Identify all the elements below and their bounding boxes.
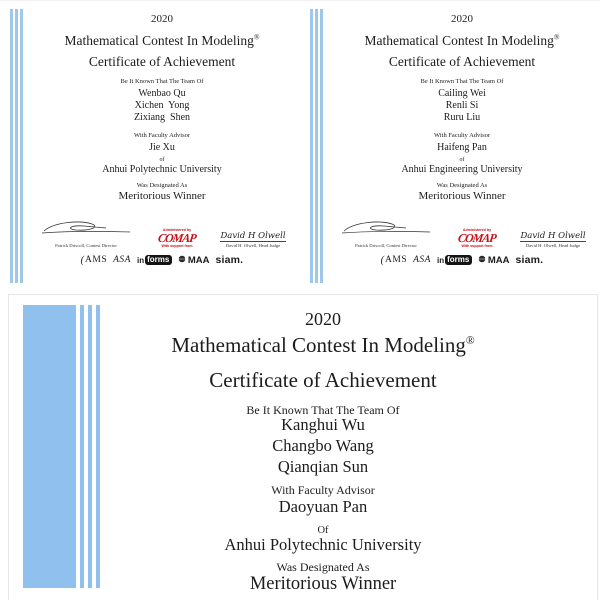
blue-stripe: [20, 9, 23, 283]
head-judge-signature: [512, 232, 594, 249]
informs-box-text: forms: [445, 255, 472, 266]
registered-mark: ®: [253, 32, 260, 42]
administered-by-label: Administered by: [462, 228, 492, 232]
cert-subtitle: Certificate of Achievement: [88, 54, 236, 69]
sponsor-logos-row: [326, 254, 598, 266]
ams-emblem-icon: (: [80, 254, 85, 266]
blue-stripe: [80, 305, 84, 588]
comap-wordmark: COMAP: [157, 231, 197, 245]
contest-director-signature: [30, 219, 142, 248]
of-label: of: [459, 157, 465, 163]
cert-title-text: Mathematical Contest In Modeling: [364, 33, 554, 48]
head-judge-script: David H Olwell: [220, 230, 286, 241]
team-member: Kanghui Wu: [281, 415, 365, 434]
advisor-label: With Faculty Advisor: [133, 132, 191, 139]
designated-label: Was Designated As: [276, 560, 370, 574]
head-judge-caption: David H. Olwell, Head Judge: [225, 243, 281, 248]
designated-label: Was Designated As: [436, 182, 488, 189]
head-judge-caption: David H. Olwell, Head Judge: [525, 243, 581, 248]
informs-in-text: in: [136, 255, 145, 265]
advisor-label: With Faculty Advisor: [433, 132, 491, 139]
maa-globe-icon: [478, 255, 486, 266]
cert-title: [326, 33, 598, 49]
ams-emblem-icon: (: [380, 254, 385, 266]
cert-title-text: Mathematical Contest In Modeling: [171, 333, 466, 357]
team-member: Wenbao Qu: [138, 88, 186, 99]
maa-globe-icon: [178, 255, 186, 266]
award-title: Meritorious Winner: [418, 190, 506, 202]
with-support-label: With support from: [461, 244, 493, 248]
cert-year: 2020: [305, 309, 341, 329]
blue-stripe: [10, 9, 13, 283]
team-member: Ruru Liu: [443, 112, 481, 123]
cert-subtitle: Certificate of Achievement: [388, 54, 536, 69]
ams-text: AMS: [385, 255, 408, 265]
maa-logo: [478, 255, 510, 266]
maa-text: MAA: [187, 254, 210, 266]
university-name: Anhui Polytechnic University: [102, 164, 222, 175]
informs-box-text: forms: [145, 255, 172, 266]
registered-mark: ®: [465, 335, 475, 347]
team-member: Cailing Wei: [438, 88, 486, 99]
blue-stripe: [15, 9, 18, 283]
team-member: Xichen Yong: [134, 100, 190, 111]
cert-title: [99, 333, 547, 357]
cert-subtitle: Certificate of Achievement: [209, 368, 437, 392]
blue-stripe: [88, 305, 92, 588]
asa-logo: ASA: [113, 255, 131, 265]
team-member: Zixiang Shen: [133, 112, 191, 123]
ams-text: AMS: [85, 255, 108, 265]
registered-mark: ®: [553, 32, 560, 42]
siam-logo: siam.: [215, 254, 244, 266]
known-label: Be It Known That The Team Of: [120, 78, 204, 85]
advisor-name: Haifeng Pan: [437, 142, 487, 153]
advisor-name: Daoyuan Pan: [278, 497, 368, 516]
blue-band: [23, 305, 76, 588]
of-label: of: [159, 157, 165, 163]
head-judge-script: David H Olwell: [520, 230, 586, 241]
of-label: Of: [317, 525, 329, 536]
cert-year: 2020: [451, 13, 473, 25]
cert-year: 2020: [151, 13, 173, 25]
cert-title: [26, 33, 298, 49]
sponsor-logos-row: [26, 254, 298, 266]
informs-logo: [137, 255, 172, 266]
university-name: Anhui Polytechnic University: [224, 535, 422, 554]
advisor-name: Jie Xu: [149, 142, 175, 153]
signature-row: [30, 219, 294, 248]
head-judge-signature: [212, 232, 294, 249]
contest-director-caption: Patrick Driscoll, Contest Director: [355, 243, 417, 248]
blue-stripe: [310, 9, 313, 283]
maa-text: MAA: [487, 254, 510, 266]
informs-in-text: in: [436, 255, 445, 265]
ams-logo: [381, 255, 407, 266]
certificate-bottom: [8, 294, 598, 600]
team-member: Qianqian Sun: [277, 457, 369, 476]
blue-stripe: [315, 9, 318, 283]
cert-title-text: Mathematical Contest In Modeling: [64, 33, 254, 48]
ams-logo: [81, 255, 107, 266]
signature-squiggle-icon: [340, 219, 432, 242]
contest-director-caption: Patrick Driscoll, Contest Director: [55, 243, 117, 248]
comap-logo: [144, 228, 210, 248]
siam-logo: siam.: [515, 254, 544, 266]
certificate-top-left: [0, 0, 300, 296]
designated-label: Was Designated As: [136, 182, 188, 189]
comap-wordmark: COMAP: [457, 231, 497, 245]
certificate-top-right: [300, 0, 600, 296]
administered-by-label: Administered by: [162, 228, 192, 232]
asa-logo: ASA: [413, 255, 431, 265]
advisor-label: With Faculty Advisor: [271, 483, 375, 497]
contest-director-signature: [330, 219, 442, 248]
signature-squiggle-icon: [40, 219, 132, 242]
comap-logo: [444, 228, 510, 248]
informs-logo: [437, 255, 472, 266]
team-member: Renli Si: [445, 100, 479, 111]
signature-row: [330, 219, 594, 248]
award-title: Meritorious Winner: [249, 574, 397, 594]
team-member: Changbo Wang: [272, 436, 374, 455]
with-support-label: With support from: [161, 244, 193, 248]
blue-stripe: [320, 9, 323, 283]
award-title: Meritorious Winner: [118, 190, 206, 202]
maa-logo: [178, 255, 210, 266]
known-label: Be It Known That The Team Of: [420, 78, 504, 85]
known-label: Be It Known That The Team Of: [246, 403, 400, 417]
university-name: Anhui Engineering University: [401, 164, 523, 175]
